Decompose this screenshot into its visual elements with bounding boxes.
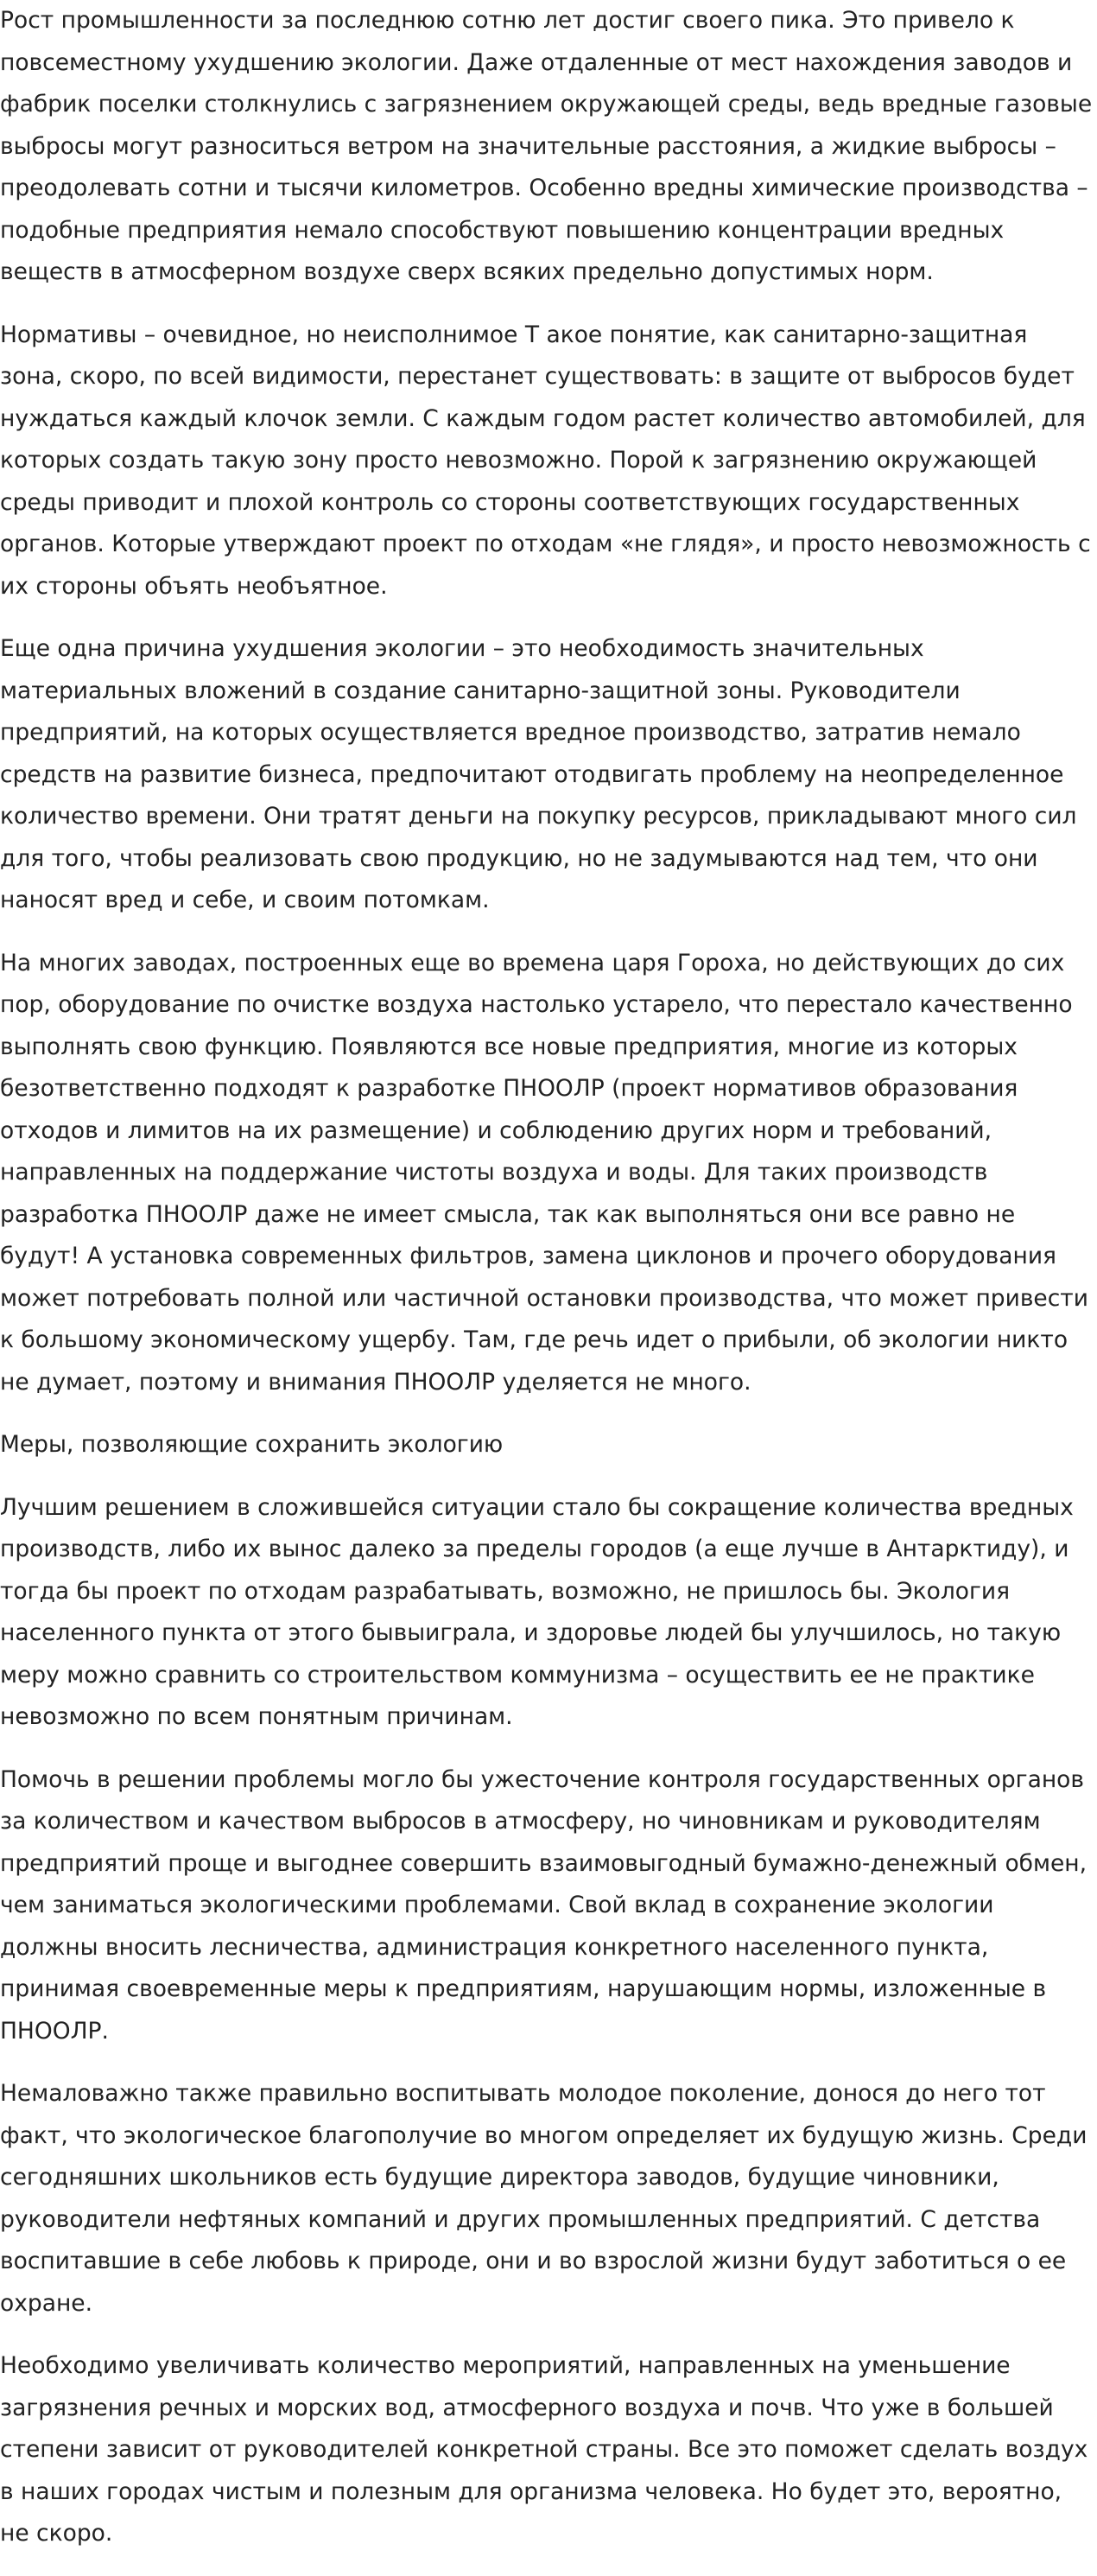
paragraph-intro: Рост промышленности за последнюю сотню лет достиг своего пика. Это привело к повсеместному ухудшению экологии. Даже отдаленные от мест нахождения заводов и фабрик поселки столкнулись с загрязнением окружающей среды, ведь вредные газовые выбросы могут разноситься ветром на значительные расстояния, а жидкие выбросы – преодолевать сотни и тысячи километров. Особенно вредны химические производства – подобные предприятия немало способствуют повышению концентрации вредных веществ в атмосферном воздухе сверх всяких предельно допустимых норм. <box>0 7 1093 285</box>
paragraph-old-equipment: На многих заводах, построенных еще во времена царя Гороха, но действующих до сих пор, оборудование по очистке воздуха настолько устарело, что перестало качественно выполнять свою функцию. Появляются все новые предприятия, многие из которых безответственно подходят к разработке ПНООЛР (проект нормативов образования отходов и лимитов на их размещение) и соблюдению других норм и требований, направленных на поддержание чистоты воздуха и воды. Для таких производств разработка ПНООЛР даже не имеет смысла, так как выполняться они все равно не будут! А установка современных фильтров, замена циклонов и прочего оборудования может потребовать полной или частичной остановки производства, что может привести к большому экономическому ущербу. Там, где речь идет о прибыли, об экологии никто не думает, поэтому и внимания ПНООЛР уделяется не много. <box>0 949 1088 1396</box>
paragraph-education: Немаловажно также правильно воспитывать молодое поколение, донося до него тот факт, что экологическое благополучие во многом определяет их будущую жизнь. Среди сегодняшних школьников есть будущие директора заводов, будущие чиновники, руководители нефтяных компаний и других промышленных предприятий. С детства воспитавшие в себе любовь к природе, они и во взрослой жизни будут заботиться о ее охране. <box>0 2080 1087 2317</box>
paragraph-conclusion: Необходимо увеличивать количество мероприятий, направленных на уменьшение загрязнения речных и морских вод, атмосферного воздуха и почв. Что уже в большей степени зависит от руководителей конкретной страны. Все это поможет сделать воздух в наших городах чистым и полезным для организма человека. Но будет это, вероятно, не скоро. <box>0 2352 1088 2547</box>
paragraph-best-solution: Лучшим решением в сложившейся ситуации стало бы сокращение количества вредных производств, либо их вынос далеко за пределы городов (а еще лучше в Антарктиду), и тогда бы проект по отходам разрабатывать, возможно, не пришлось бы. Экология населенного пункта от этого бывыиграла, и здоровье людей бы улучшилось, но такую меру можно сравнить со строительством коммунизма – осуществить ее не практике невозможно по всем понятным причинам. <box>0 1493 1074 1730</box>
section-subheading: Меры, позволяющие сохранить экологию <box>0 1431 504 1458</box>
paragraph-norms: Нормативы – очевидное, но неисполнимое Т акое понятие, как санитарно-защитная зона, скоро, по всей видимости, перестанет существовать: в защите от выбросов будет нуждаться каждый клочок земли. С каждым годом растет количество автомобилей, для которых создать такую зону просто невозможно. Порой к загрязнению окружающей среды приводит и плохой контроль со стороны соответствующих государственных органов. Которые утверждают проект по отходам «не глядя», и просто невозможность с их стороны объять необъятное. <box>0 321 1091 600</box>
paragraph-state-control: Помочь в решении проблемы могло бы ужесточение контроля государственных органов за количеством и качеством выбросов в атмосферу, но чиновникам и руководителям предприятий проще и выгоднее совершить взаимовыгодный бумажно-денежный обмен, чем заниматься экологическими проблемами. Свой вклад в сохранение экологии должны вносить лесничества, администрация конкретного населенного пункта, принимая своевременные меры к предприятиям, нарушающим нормы, изложенные в ПНООЛР. <box>0 1765 1087 2045</box>
paragraph-costs: Еще одна причина ухудшения экологии – это необходимость значительных материальных вложений в создание санитарно-защитной зоны. Руководители предприятий, на которых осуществляется вредное производство, затратив немало средств на развитие бизнеса, предпочитают отодвигать проблему на неопределенное количество времени. Они тратят деньги на покупку ресурсов, прикладывают много сил для того, чтобы реализовать свою продукцию, но не задумываются над тем, что они наносят вред и себе, и своим потомкам. <box>0 635 1077 913</box>
